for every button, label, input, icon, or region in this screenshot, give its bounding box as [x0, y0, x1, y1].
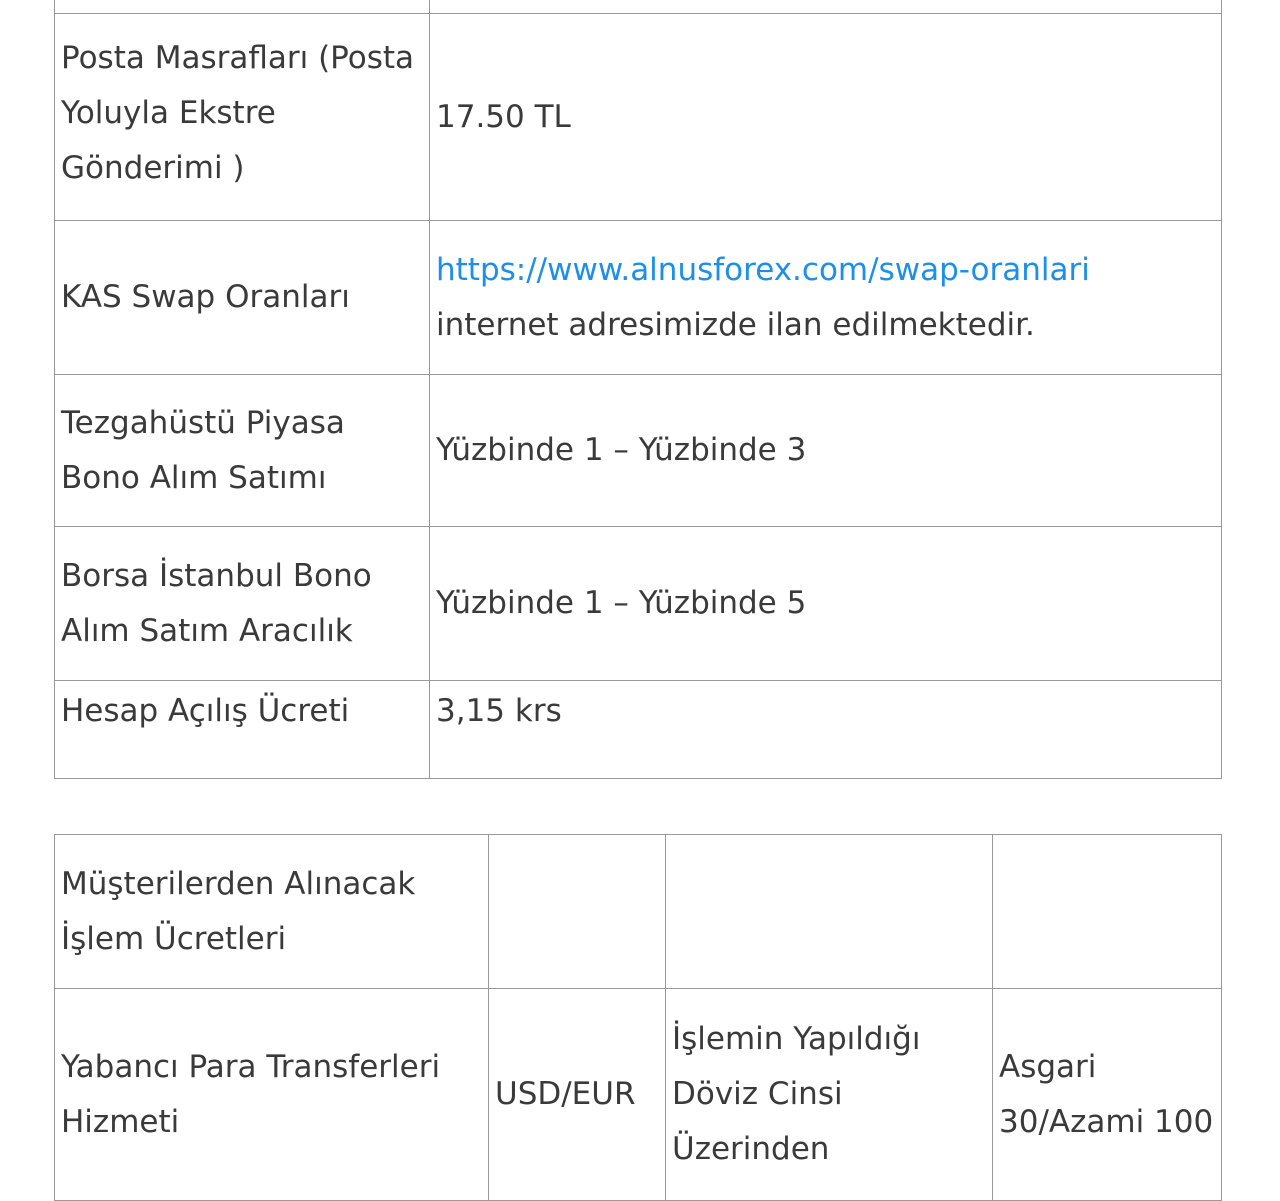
row-label: Hesap Açılış Ücreti — [55, 681, 430, 779]
row-value — [430, 0, 1222, 14]
table-header: Müşterilerden Alınacak İşlem Ücretleri — [55, 835, 489, 989]
row-label: KAS Swap Oranları — [55, 221, 430, 375]
swap-rates-link[interactable]: https://www.alnusforex.com/swap-oranlari — [436, 251, 1090, 288]
table-row — [55, 375, 1222, 527]
row-label — [55, 0, 430, 14]
empty-cell — [666, 835, 993, 989]
row-label: Posta Masrafları (Posta Yoluyla Ekstre Gönderimi ) — [55, 14, 430, 221]
currency-cell: USD/EUR — [489, 989, 666, 1201]
table-header-row — [55, 835, 1222, 989]
row-value — [430, 221, 1222, 375]
service-cell: Yabancı Para Transferleri Hizmeti — [55, 989, 489, 1201]
empty-cell — [489, 835, 666, 989]
row-value: Yüzbinde 1 – Yüzbinde 5 — [430, 527, 1222, 681]
row-value: 3,15 krs — [430, 681, 1222, 779]
table-row — [55, 989, 1222, 1201]
table-row — [55, 681, 1222, 779]
row-label: Borsa İstanbul Bono Alım Satım Aracılık — [55, 527, 430, 681]
fees-table — [54, 0, 1222, 779]
basis-cell: İşlemin Yapıldığı Döviz Cinsi Üzerinden — [666, 989, 993, 1201]
transaction-fees-table — [54, 834, 1222, 1201]
amount-cell: Asgari 30/Azami 100 — [993, 989, 1222, 1201]
table-row — [55, 0, 1222, 14]
empty-cell — [993, 835, 1222, 989]
table-row — [55, 527, 1222, 681]
table-row — [55, 221, 1222, 375]
table-row — [55, 14, 1222, 221]
row-value: 17.50 TL — [430, 14, 1222, 221]
row-label: Tezgahüstü Piyasa Bono Alım Satımı — [55, 375, 430, 527]
row-value: Yüzbinde 1 – Yüzbinde 3 — [430, 375, 1222, 527]
row-value-text: internet adresimizde ilan edilmektedir. — [436, 306, 1035, 343]
